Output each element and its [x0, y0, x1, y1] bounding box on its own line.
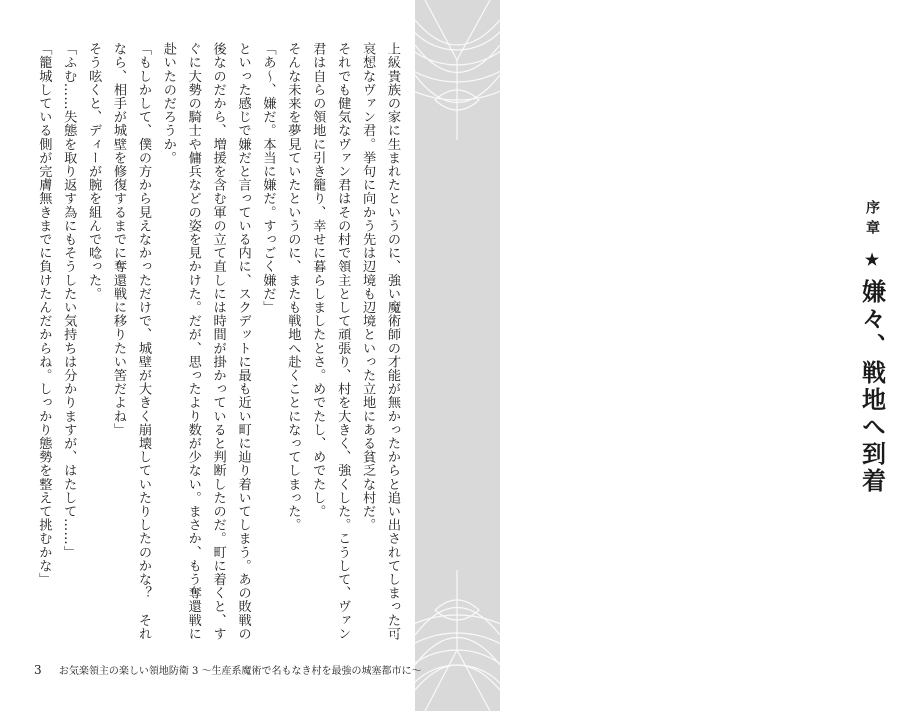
- page-footer: [34, 662, 422, 677]
- chapter-label: 序章: [864, 200, 880, 240]
- paragraph: 「あ〜、嫌だ。本当に嫌だ。すっごく嫌だ」: [260, 42, 276, 314]
- chapter-side-band: [415, 0, 887, 711]
- paragraph: そんな未来を夢見ていたというのに、またも戦地へ赴くことになってしまった。: [285, 42, 301, 532]
- star-icon: ★: [862, 250, 882, 269]
- paragraph: それでも健気なヴァン君はその村で領主として頑張り、村を大きく、強くした。こうして、ヴァン君は自らの領地に引き籠り、幸せに暮らしましたとさ。めでたし、めでたし。: [310, 42, 351, 641]
- page-number: 3: [34, 663, 42, 677]
- chapter-title: 嫌々、戦地へ到着: [857, 279, 887, 495]
- paragraph: 「もしかして、僕の方から見えなかっただけで、城壁が大きく崩壊していたりしたのかな？ それなら、相手が城壁を修復するまでに奪還戦に移りたい筈だよね」: [111, 42, 151, 641]
- body-text: [30, 42, 404, 652]
- paragraph: そう呟くと、ディーが腕を組んで唸った。: [86, 42, 102, 301]
- paragraph: といった感じで嫌だと言っている内に、スクデットに最も近い町に辿り着いてしまう。あの敗戦の後なのだから、増援を含む軍の立て直しには時間が掛かっていると判断したのだ。町に着くと、すぐに大勢の騎士や傭兵などの姿を見かけた。だが、思ったより数が少ない。まさか、もう奪還戦に赴いたのだろうか。: [160, 42, 251, 641]
- paragraph: 「ふむ……失態を取り返す為にもそうしたい気持ちは分かりますが、はたして……」: [61, 42, 77, 559]
- paragraph: 「籠城している側が完膚無きまでに負けたんだからね。しっかり態勢を整えて挑むかな」: [36, 42, 52, 586]
- book-title: お気楽領主の楽しい領地防衛 3 〜生産系魔術で名もなき村を最強の城塞都市に〜: [58, 666, 422, 677]
- paragraph: 上級貴族の家に生まれたというのに、強い魔術師の才能が無かったからと追い出されてしまった可哀想なヴァン君。挙句に向かう先は辺境も辺境といった立地にある貧乏な村だ。: [360, 42, 400, 641]
- ornament-bottom: [415, 560, 500, 711]
- chapter-heading: [846, 200, 898, 590]
- ornament-top: [415, 0, 500, 150]
